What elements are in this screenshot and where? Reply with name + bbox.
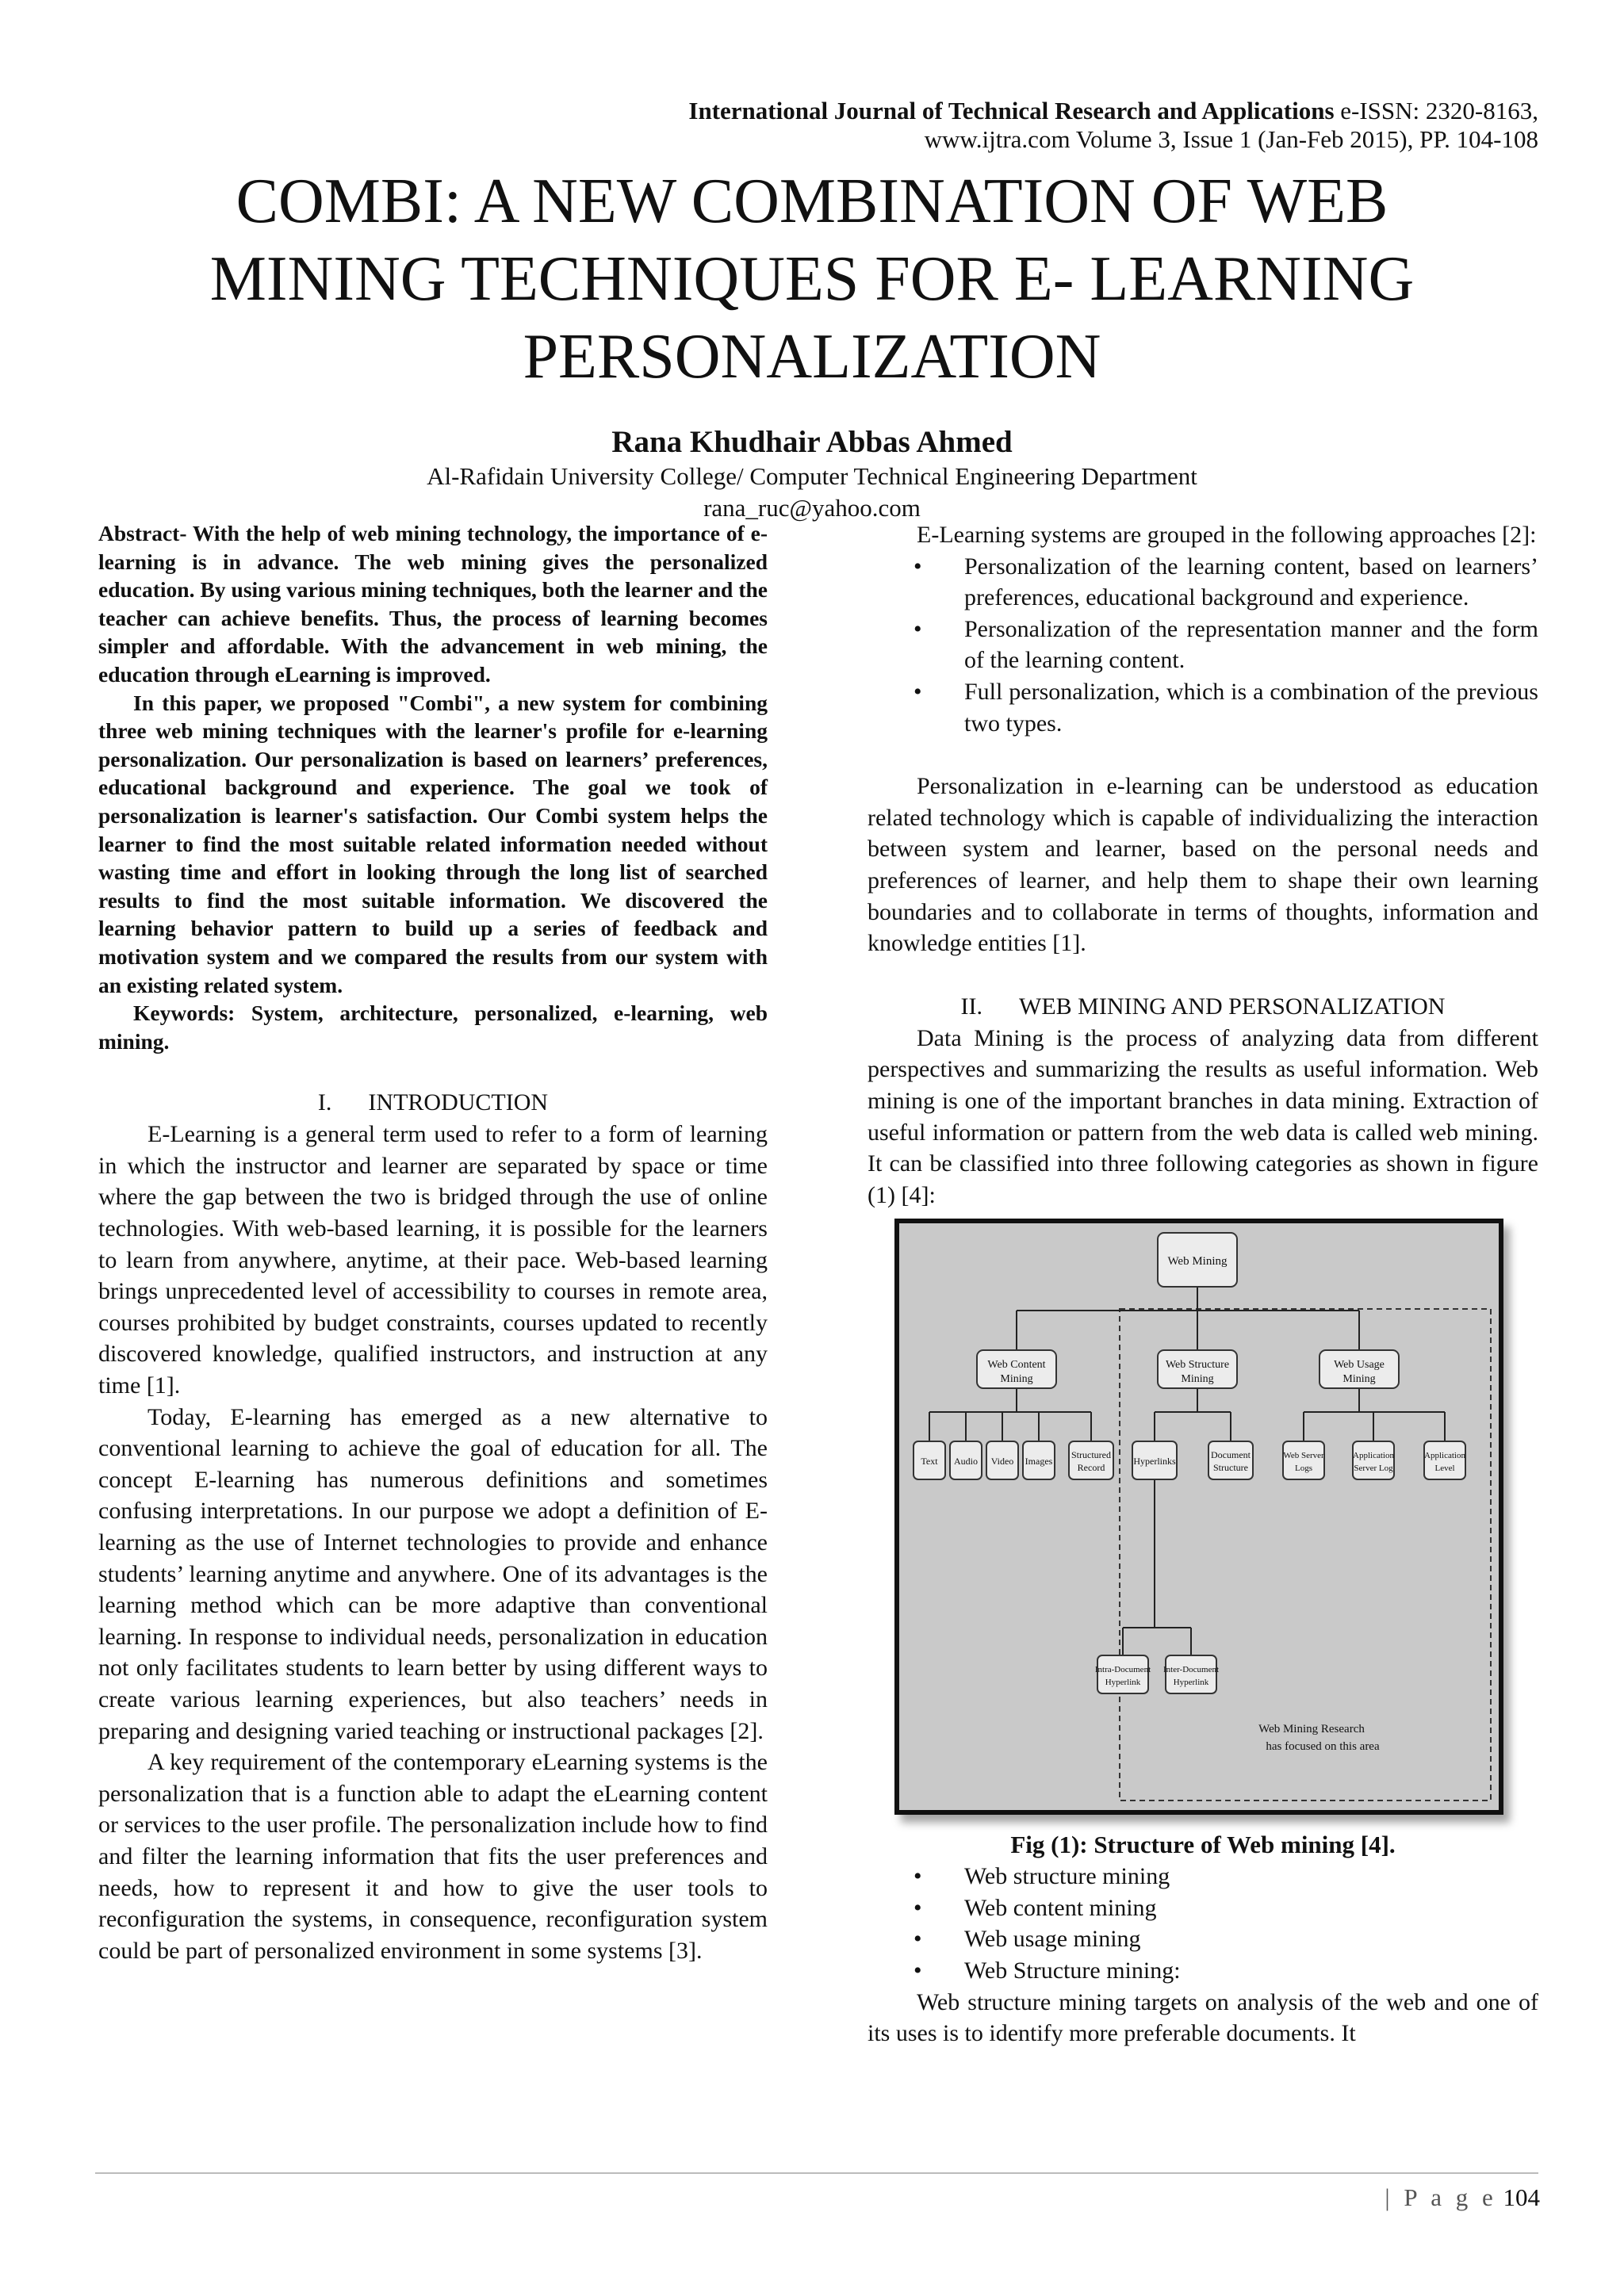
footer-divider [95,2172,1538,2174]
approaches-list [868,551,1538,740]
diagram-label: Intra-Document [1094,1665,1151,1675]
web-mining-diagram [899,1223,1499,1810]
figure-caption: Fig (1): Structure of Web mining [4]. [1010,1831,1396,1859]
title-line: COMBI: A NEW COMBINATION OF WEB [236,166,1388,236]
body-paragraph: A key requirement of the contemporary eLearning systems is the personalization that is a function able to adapt the eLearning content or services to the user profile. The personalization include how to find and filter the learning information that fits the user preferences and needs, how to represent it and how to give the user tools to reconfiguration the systems, in consequence, reconfiguration system could be part of personalized environment in some systems [3]. [98,1749,768,1964]
page-number-value: 104 [1503,2183,1540,2211]
diagram-label: Document [1211,1449,1251,1461]
abstract-paragraph: In this paper, we proposed "Combi", a new system for combining three web mining techniques with the learner's profile for e-learning personalization. Our personalization is based on learners’ preferences, educational background and experience. The goal we took of personalization is learner's satisfaction. Our Combi system helps the learner to find the most suitable related information needed without wasting time and effort in looking through the long list of searched results to find the most suitable information. We discovered the learning behavior pattern to build up a series of feedback and motivation system and we compared the results from our system with an existing related system. [98,690,768,997]
journal-volume-line: www.ijtra.com Volume 3, Issue 1 (Jan-Feb 2015), PP. 104-108 [924,125,1538,153]
diagram-note: has focused on this area [1266,1740,1380,1754]
diagram-label-web-mining: Web Mining [1167,1255,1228,1269]
body-paragraph: Personalization in e-learning can be understood as education related technology which is capable of individualizing the interaction between system and learner, based on the personal needs and preferences of learner, and help them to shape their own learning boundaries and to collaborate in terms of thoughts, information and knowledge entities [1]. [868,773,1538,957]
list-item [868,1892,1538,1924]
list-item-text: Personalization of the learning content, based on learners’ preferences, educational background and experience. [964,553,1538,611]
body-paragraph: Web structure mining targets on analysis of the web and one of its uses is to identify more preferable documents. It [868,1988,1538,2047]
diagram-label: Record [1077,1462,1105,1474]
title-line: MINING TECHNIQUES FOR E- LEARNING [209,244,1415,314]
list-item [868,1955,1538,1987]
body-paragraph: E-Learning is a general term used to refer to a form of learning in which the instructor and learner are separated by space or time where the gap between the two is bridged through the use of online technologies. With web-based learning, it is possible for the learners to learn from anywhere, anytime, at their pace. Web-based learning brings unprecedented level of accessibility to courses in remote area, courses prohibited by budget constraints, courses updated to recently discovered knowledge, qualified instructors, and instruction at any time [1]. [98,1121,768,1399]
list-item-text: Web Structure mining: [964,1957,1181,1984]
diagram-label: Mining [1342,1373,1376,1386]
journal-header [428,97,1538,154]
section-number: I. [317,1089,332,1116]
section-heading-web-mining [868,991,1538,1023]
paper-title [95,163,1529,396]
title-line: PERSONALIZATION [523,322,1101,392]
categories-list [868,1861,1538,1986]
journal-name: International Journal of Technical Research and Applications [688,97,1335,124]
spacer [98,1055,768,1087]
diagram-note: Web Mining Research [1258,1723,1365,1736]
bullet-icon: • [914,1926,922,1953]
diagram-label: Web Structure [1165,1359,1230,1372]
diagram-label: Application [1424,1451,1465,1461]
bullet-icon: • [914,1863,922,1890]
spacer [868,959,1538,991]
page-label: | P a g e [1385,2183,1497,2211]
diagram-label: Hyperlink [1105,1678,1141,1688]
keywords: Keywords: System, architecture, personalized, e-learning, web mining. [98,1001,768,1054]
abstract-paragraph: Abstract- With the help of web mining technology, the importance of e-learning is in advance. The web mining gives the personalized education. By using various mining techniques, both the learner and the teacher can achieve benefits. Thus, the process of learning becomes simpler and affordable. With the advancement in web mining, the education through eLearning is improved. [98,521,768,687]
author-email: rana_ruc@yahoo.com [703,494,921,522]
diagram-label: Audio [954,1456,978,1468]
bullet-icon: • [914,615,922,642]
diagram-label: Mining [1181,1373,1214,1386]
bullet-icon: • [914,678,922,705]
list-item [868,1861,1538,1892]
diagram-label: Logs [1295,1464,1312,1474]
left-column [98,519,768,1966]
bullet-icon: • [914,1894,922,1921]
diagram-label: Hyperlink [1173,1678,1209,1688]
figure-web-mining-structure [894,1219,1503,1815]
diagram-label: Web Content [987,1359,1046,1372]
diagram-label: Application [1353,1451,1394,1461]
list-item-text: Web structure mining [964,1863,1170,1890]
journal-issn: e-ISSN: 2320-8163, [1340,97,1538,124]
bullet-icon: • [914,553,922,580]
diagram-label: Server Log [1354,1464,1393,1474]
right-column [868,519,1538,2049]
spacer [868,739,1538,771]
body-paragraph: Today, E-learning has emerged as a new alternative to conventional learning to achieve the goal of education for all. The concept E-learning has numerous definitions and sometimes confusing interpretations. In our purpose we adopt a definition of E-learning as the use of Internet technologies to provide and enhance students’ learning anytime and anywhere. One of its advantages is the learning method which can be more adaptive than conventional learning. In response to individual needs, personalization in education not only facilitates students to learn better by using different ways to create various learning experiences, but also teachers’ needs in preparing and designing varied teaching or instructional packages [2]. [98,1403,768,1744]
list-item-text: Full personalization, which is a combination of the previous two types. [964,678,1538,737]
diagram-label: Video [990,1456,1014,1468]
diagram-label: Inter-Document [1162,1665,1220,1675]
section-title: WEB MINING AND PERSONALIZATION [1019,993,1446,1020]
section-heading-introduction [98,1087,768,1119]
diagram-label: Structured [1071,1449,1111,1461]
diagram-label: Level [1434,1464,1455,1474]
section-number: II. [960,993,982,1020]
body-paragraph: E-Learning systems are grouped in the following approaches [2]: [917,522,1537,548]
diagram-label: Images [1025,1456,1053,1468]
body-paragraph: Data Mining is the process of analyzing data from different perspectives and summarizing the results as useful information. Web mining is one of the important branches in data mining. Extraction of useful information or pattern from the web data is called web mining. It can be classified into three following categories as shown in figure (1) [4]: [868,1024,1538,1208]
list-item [868,551,1538,614]
diagram-label: Mining [1000,1373,1033,1386]
diagram-label: Web Server [1283,1451,1324,1461]
diagram-label: Hyperlinks [1133,1456,1176,1468]
bullet-icon: • [914,1957,922,1984]
author-name: Rana Khudhair Abbas Ahmed [611,425,1013,459]
list-item-text: Personalization of the representation manner and the form of the learning content. [964,615,1538,674]
list-item [868,676,1538,739]
diagram-label: Web Usage [1334,1359,1385,1372]
author-affiliation: Al-Rafidain University College/ Computer Technical Engineering Department [427,462,1197,490]
diagram-label: Text [921,1456,938,1468]
diagram-label: Structure [1213,1462,1248,1474]
list-item [868,1923,1538,1955]
list-item-text: Web content mining [964,1894,1157,1921]
section-title: INTRODUCTION [368,1089,549,1116]
list-item [868,614,1538,676]
author-block [95,424,1529,524]
page-number [1385,2182,1540,2214]
list-item-text: Web usage mining [964,1926,1141,1953]
